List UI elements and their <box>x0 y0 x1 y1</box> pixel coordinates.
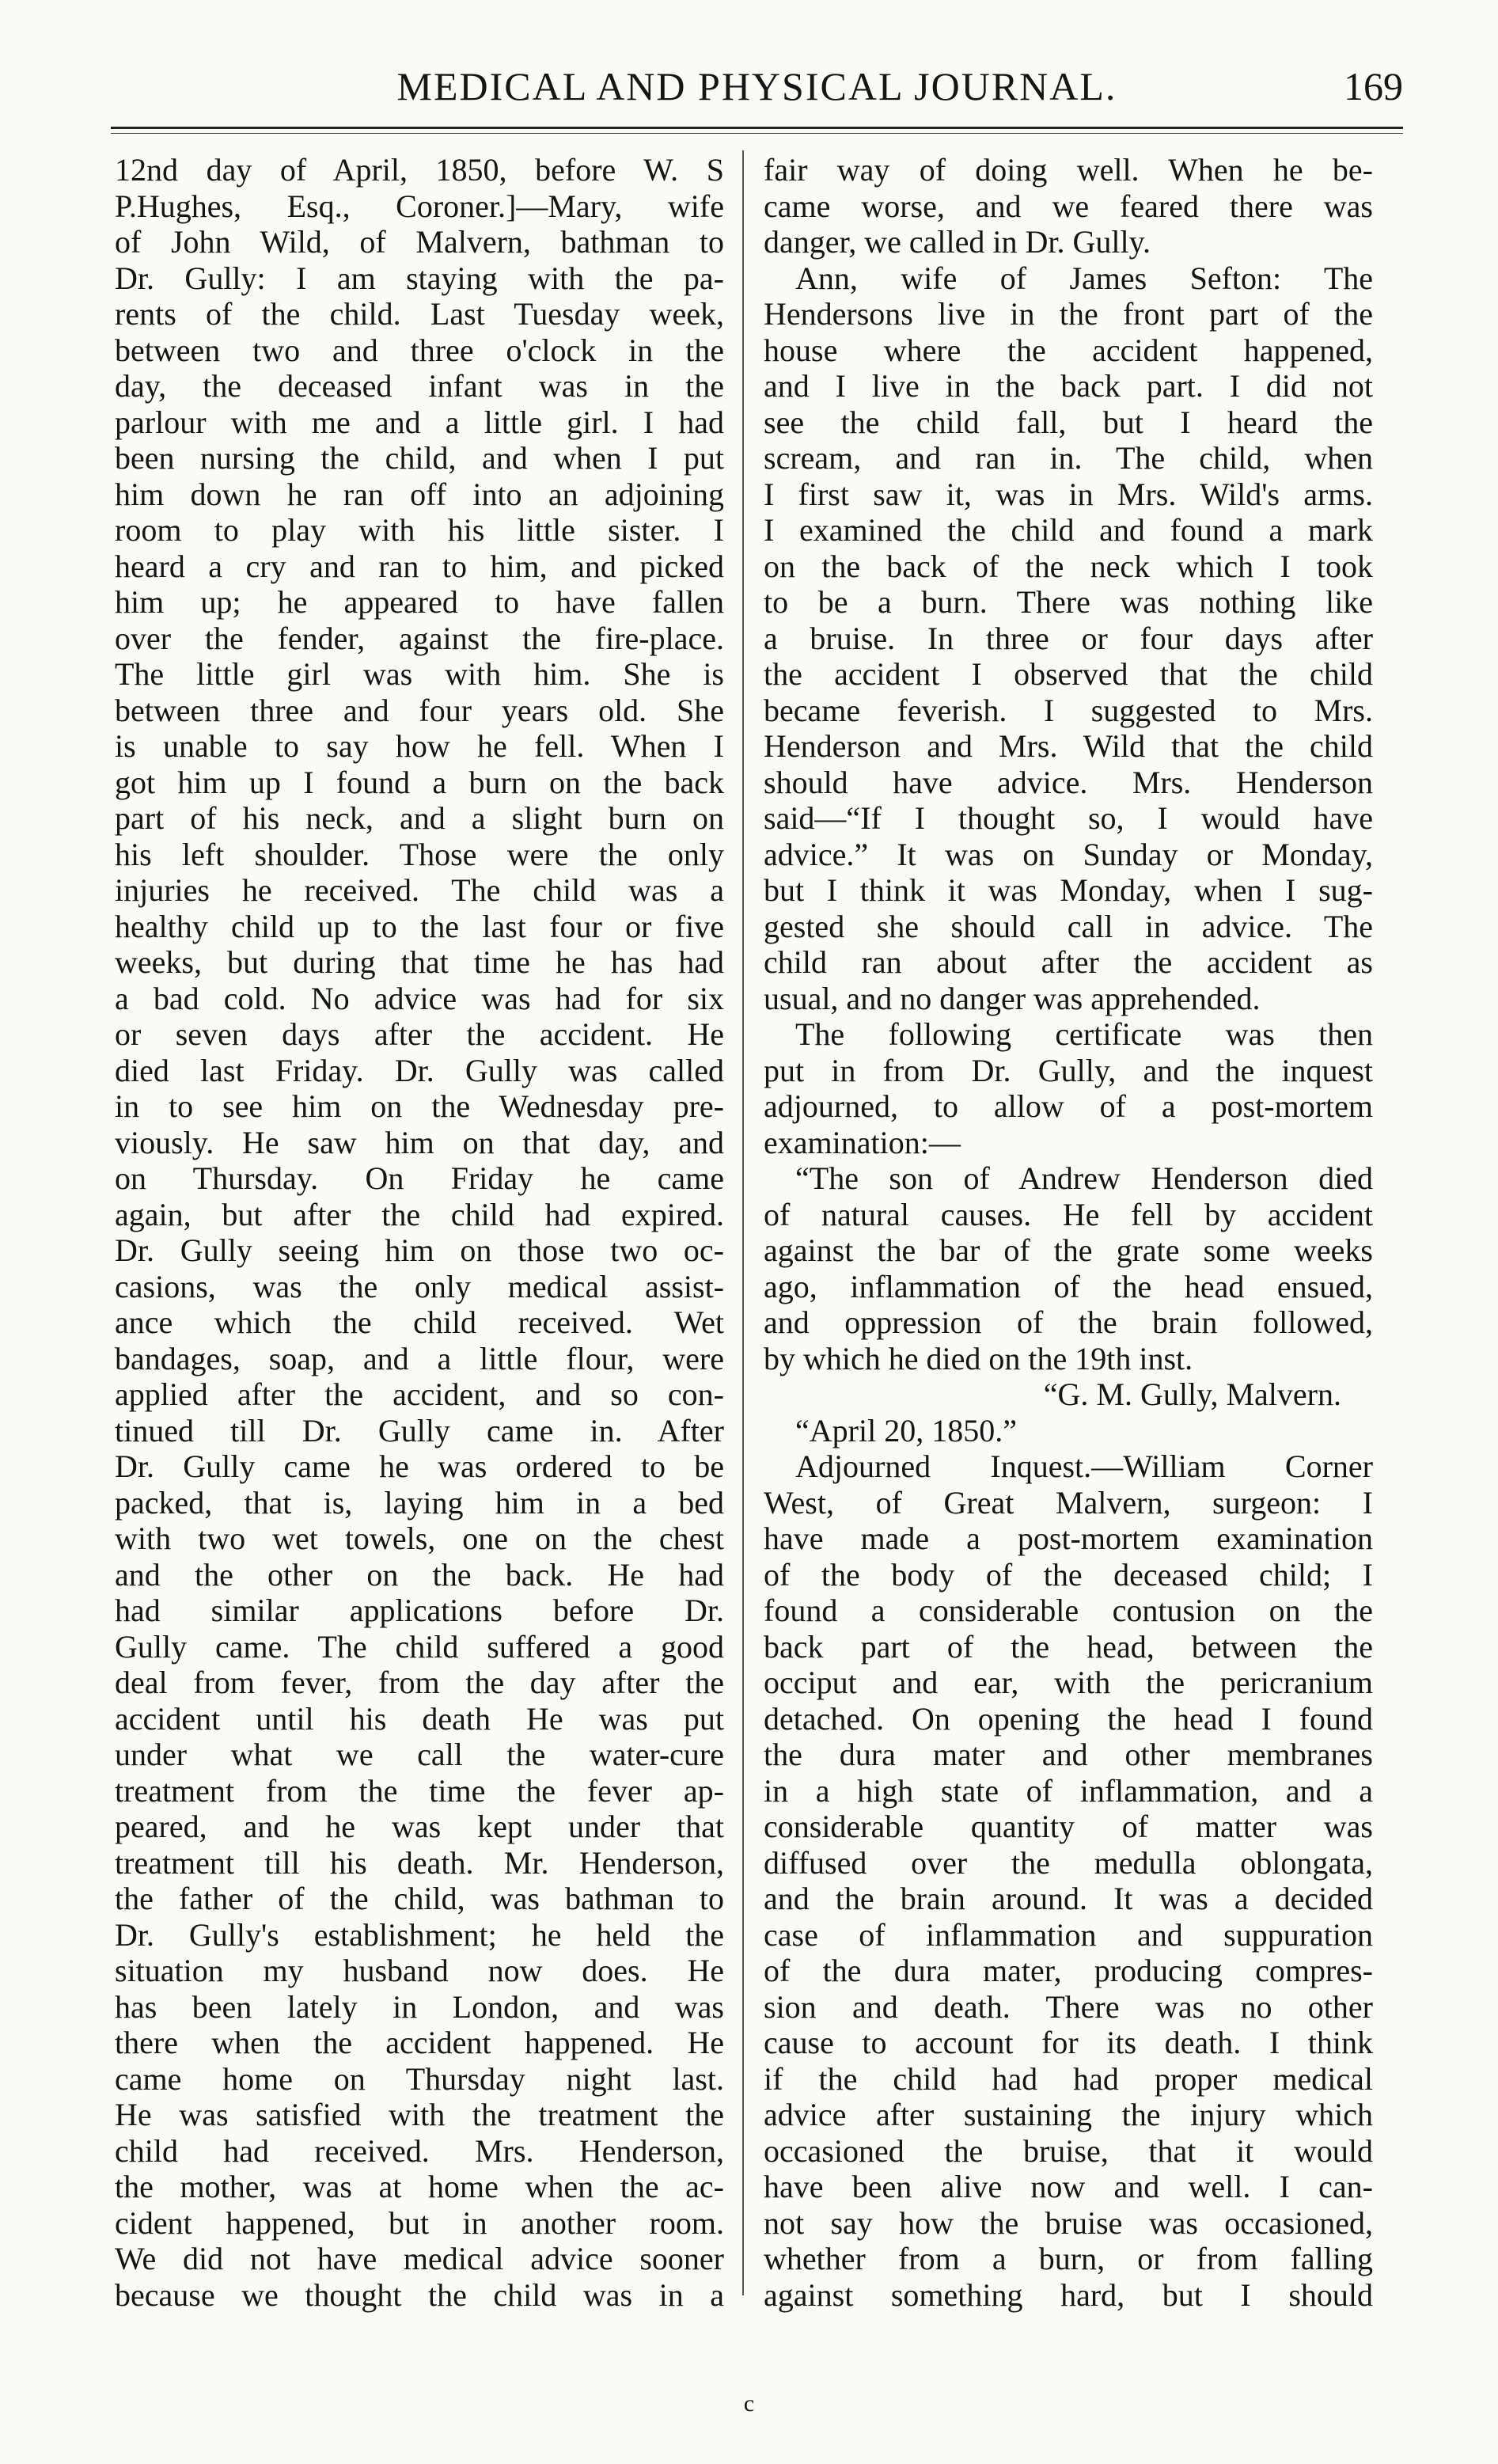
left-column-line: had similar applications before Dr. <box>115 1593 724 1628</box>
right-column-line: gested she should call in advice. The <box>764 908 1373 944</box>
left-column-line: the mother, was at home when the ac- <box>115 2169 724 2204</box>
left-column-line: again, but after the child had expired. <box>115 1196 724 1232</box>
right-column-line: by which he died on the 19th inst. <box>764 1340 1193 1376</box>
right-column-line: the dura mater and other membranes <box>764 1737 1373 1772</box>
left-column-line: casions, was the only medical assist- <box>115 1268 724 1304</box>
left-column-line: on Thursday. On Friday he came <box>115 1160 724 1196</box>
left-column-line: or seven days after the accident. He <box>115 1016 724 1052</box>
journal-title: MEDICAL AND PHYSICAL JOURNAL. <box>396 64 1117 108</box>
running-header <box>111 55 1403 119</box>
right-column-line: against something hard, but I should <box>764 2276 1373 2313</box>
left-column-line: the father of the child, was bathman to <box>115 1881 724 1916</box>
right-column-line: became feverish. I suggested to Mrs. <box>764 692 1373 728</box>
right-column-line: in a high state of inflammation, and a <box>764 1772 1373 1809</box>
left-column-line: treatment from the time the fever ap- <box>115 1772 724 1809</box>
right-column-line: a bruise. In three or four days after <box>764 620 1373 656</box>
left-column-line: part of his neck, and a slight burn on <box>115 800 724 836</box>
right-column-line: Ann, wife of James Sefton: The <box>795 260 1373 296</box>
right-column-line: “April 20, 1850.” <box>795 1412 1017 1448</box>
left-column-line: rents of the child. Last Tuesday week, <box>115 296 724 332</box>
left-column-line: weeks, but during that time he has had <box>115 944 724 980</box>
left-column-line: bandages, soap, and a little flour, were <box>115 1340 724 1376</box>
right-column-line: have been alive now and well. I can- <box>764 2169 1373 2204</box>
right-column-line: diffused over the medulla oblongata, <box>764 1844 1373 1881</box>
left-column-line: died last Friday. Dr. Gully was called <box>115 1052 724 1088</box>
left-column-line: applied after the accident, and so con- <box>115 1376 724 1412</box>
left-column-line: of John Wild, of Malvern, bathman to <box>115 224 724 260</box>
left-column-line: 12nd day of April, 1850, before W. S <box>115 152 724 188</box>
right-column-line: sion and death. There was no other <box>764 1988 1373 2025</box>
header-rule-thin <box>111 133 1403 134</box>
left-column-line: Dr. Gully: I am staying with the pa- <box>115 260 724 296</box>
right-column-line: house where the accident happened, <box>764 332 1373 368</box>
left-column-line: treatment till his death. Mr. Henderson, <box>115 1844 724 1881</box>
left-column-line: child had received. Mrs. Henderson, <box>115 2132 724 2169</box>
left-column-line: peared, and he was kept under that <box>115 1809 724 1844</box>
left-column-line: P.Hughes, Esq., Coroner.]—Mary, wife <box>115 188 724 224</box>
right-column-line: Hendersons live in the front part of the <box>764 296 1373 332</box>
left-column-line: a bad cold. No advice was had for six <box>115 980 724 1016</box>
right-column-line: advice after sustaining the injury which <box>764 2097 1373 2132</box>
right-column-line: to be a burn. There was nothing like <box>764 584 1373 620</box>
right-column-line: should have advice. Mrs. Henderson <box>764 764 1373 800</box>
right-column-line: on the back of the neck which I took <box>764 548 1373 584</box>
left-column-line: is unable to say how he fell. When I <box>115 728 724 764</box>
right-column-line: “G. M. Gully, Malvern. <box>1043 1376 1341 1412</box>
right-column-line: considerable quantity of matter was <box>764 1809 1373 1844</box>
left-column-line: between two and three o'clock in the <box>115 332 724 368</box>
left-column-line: under what we call the water-cure <box>115 1737 724 1772</box>
left-column-line: injuries he received. The child was a <box>115 872 724 908</box>
right-column-line: of the body of the deceased child; I <box>764 1556 1373 1593</box>
right-column-line: The following certificate was then <box>795 1016 1373 1052</box>
left-column-line: in to see him on the Wednesday pre- <box>115 1088 724 1124</box>
right-column-line: cause to account for its death. I think <box>764 2025 1373 2060</box>
left-column-line: him up; he appeared to have fallen <box>115 584 724 620</box>
left-column-line: there when the accident happened. He <box>115 2025 724 2060</box>
signature-mark: c <box>743 2390 755 2417</box>
left-column-line: He was satisfied with the treatment the <box>115 2097 724 2132</box>
left-column-line: because we thought the child was in a <box>115 2276 724 2313</box>
right-column-line: I first saw it, was in Mrs. Wild's arms. <box>764 476 1373 512</box>
right-column-line: whether from a burn, or from falling <box>764 2241 1373 2276</box>
left-column-line: cident happened, but in another room. <box>115 2204 724 2241</box>
right-column-line: found a considerable contusion on the <box>764 1593 1373 1628</box>
right-column-line: if the child had had proper medical <box>764 2060 1373 2097</box>
right-column-line: Adjourned Inquest.—William Corner <box>795 1448 1373 1484</box>
left-column-line: accident until his death He was put <box>115 1700 724 1737</box>
left-column-line: been nursing the child, and when I put <box>115 440 724 476</box>
right-column-line: came worse, and we feared there was <box>764 188 1373 224</box>
left-column-line: him down he ran off into an adjoining <box>115 476 724 512</box>
right-column-line: ago, inflammation of the head ensued, <box>764 1268 1373 1304</box>
left-column-line: came home on Thursday night last. <box>115 2060 724 2097</box>
left-column-line: Gully came. The child suffered a good <box>115 1628 724 1665</box>
left-column-line: healthy child up to the last four or five <box>115 908 724 944</box>
right-column-line: detached. On opening the head I found <box>764 1700 1373 1737</box>
left-column-line: Dr. Gully's establishment; he held the <box>115 1916 724 1953</box>
right-column-line: case of inflammation and suppuration <box>764 1916 1373 1953</box>
right-column-line: and oppression of the brain followed, <box>764 1304 1373 1340</box>
left-column-line: with two wet towels, one on the chest <box>115 1521 724 1556</box>
right-column <box>764 152 1373 2313</box>
right-column-line: usual, and no danger was apprehended. <box>764 980 1261 1016</box>
left-column-line: over the fender, against the fire-place. <box>115 620 724 656</box>
left-column-line: deal from fever, from the day after the <box>115 1665 724 1700</box>
right-column-line: of the dura mater, producing compres- <box>764 1953 1373 1988</box>
right-column-line: Henderson and Mrs. Wild that the child <box>764 728 1373 764</box>
page-number: 169 <box>1344 64 1403 108</box>
right-column-line: have made a post-mortem examination <box>764 1521 1373 1556</box>
left-column-line: and the other on the back. He had <box>115 1556 724 1593</box>
right-column-line: and I live in the back part. I did not <box>764 368 1373 404</box>
right-column-line: see the child fall, but I heard the <box>764 404 1373 440</box>
left-column-line: day, the deceased infant was in the <box>115 368 724 404</box>
left-column-line: heard a cry and ran to him, and picked <box>115 548 724 584</box>
right-column-line: back part of the head, between the <box>764 1628 1373 1665</box>
right-column-line: of natural causes. He fell by accident <box>764 1196 1373 1232</box>
left-column-line: parlour with me and a little girl. I had <box>115 404 724 440</box>
right-column-line: I examined the child and found a mark <box>764 512 1373 548</box>
left-column-line: We did not have medical advice sooner <box>115 2241 724 2276</box>
left-column-line: got him up I found a burn on the back <box>115 764 724 800</box>
left-column-line: has been lately in London, and was <box>115 1988 724 2025</box>
right-column-line: adjourned, to allow of a post-mortem <box>764 1088 1373 1124</box>
left-column-line: ance which the child received. Wet <box>115 1304 724 1340</box>
left-column-line: Dr. Gully came he was ordered to be <box>115 1448 724 1484</box>
left-column-line: situation my husband now does. He <box>115 1953 724 1988</box>
left-column <box>115 152 724 2313</box>
right-column-line: but I think it was Monday, when I sug- <box>764 872 1373 908</box>
header-rule-thick <box>111 127 1403 129</box>
right-column-line: occiput and ear, with the pericranium <box>764 1665 1373 1700</box>
right-column-line: scream, and ran in. The child, when <box>764 440 1373 476</box>
left-column-line: Dr. Gully seeing him on those two oc- <box>115 1232 724 1268</box>
right-column-line: occasioned the bruise, that it would <box>764 2132 1373 2169</box>
right-column-line: against the bar of the grate some weeks <box>764 1232 1373 1268</box>
left-column-line: his left shoulder. Those were the only <box>115 836 724 872</box>
right-column-line: West, of Great Malvern, surgeon: I <box>764 1484 1373 1521</box>
right-column-line: advice.” It was on Sunday or Monday, <box>764 836 1373 872</box>
left-column-line: tinued till Dr. Gully came in. After <box>115 1412 724 1448</box>
right-column-line: and the brain around. It was a decided <box>764 1881 1373 1916</box>
left-column-line: packed, that is, laying him in a bed <box>115 1484 724 1521</box>
column-divider <box>742 150 744 2295</box>
right-column-line: fair way of doing well. When he be- <box>764 152 1373 188</box>
right-column-line: examination:— <box>764 1124 961 1160</box>
right-column-line: said—“If I thought so, I would have <box>764 800 1373 836</box>
left-column-line: viously. He saw him on that day, and <box>115 1124 724 1160</box>
left-column-line: between three and four years old. She <box>115 692 724 728</box>
right-column-line: put in from Dr. Gully, and the inquest <box>764 1052 1373 1088</box>
right-column-line: danger, we called in Dr. Gully. <box>764 224 1151 260</box>
right-column-line: not say how the bruise was occasioned, <box>764 2204 1373 2241</box>
left-column-line: The little girl was with him. She is <box>115 656 724 692</box>
right-column-line: “The son of Andrew Henderson died <box>795 1160 1373 1196</box>
right-column-line: the accident I observed that the child <box>764 656 1373 692</box>
left-column-line: room to play with his little sister. I <box>115 512 724 548</box>
right-column-line: child ran about after the accident as <box>764 944 1373 980</box>
